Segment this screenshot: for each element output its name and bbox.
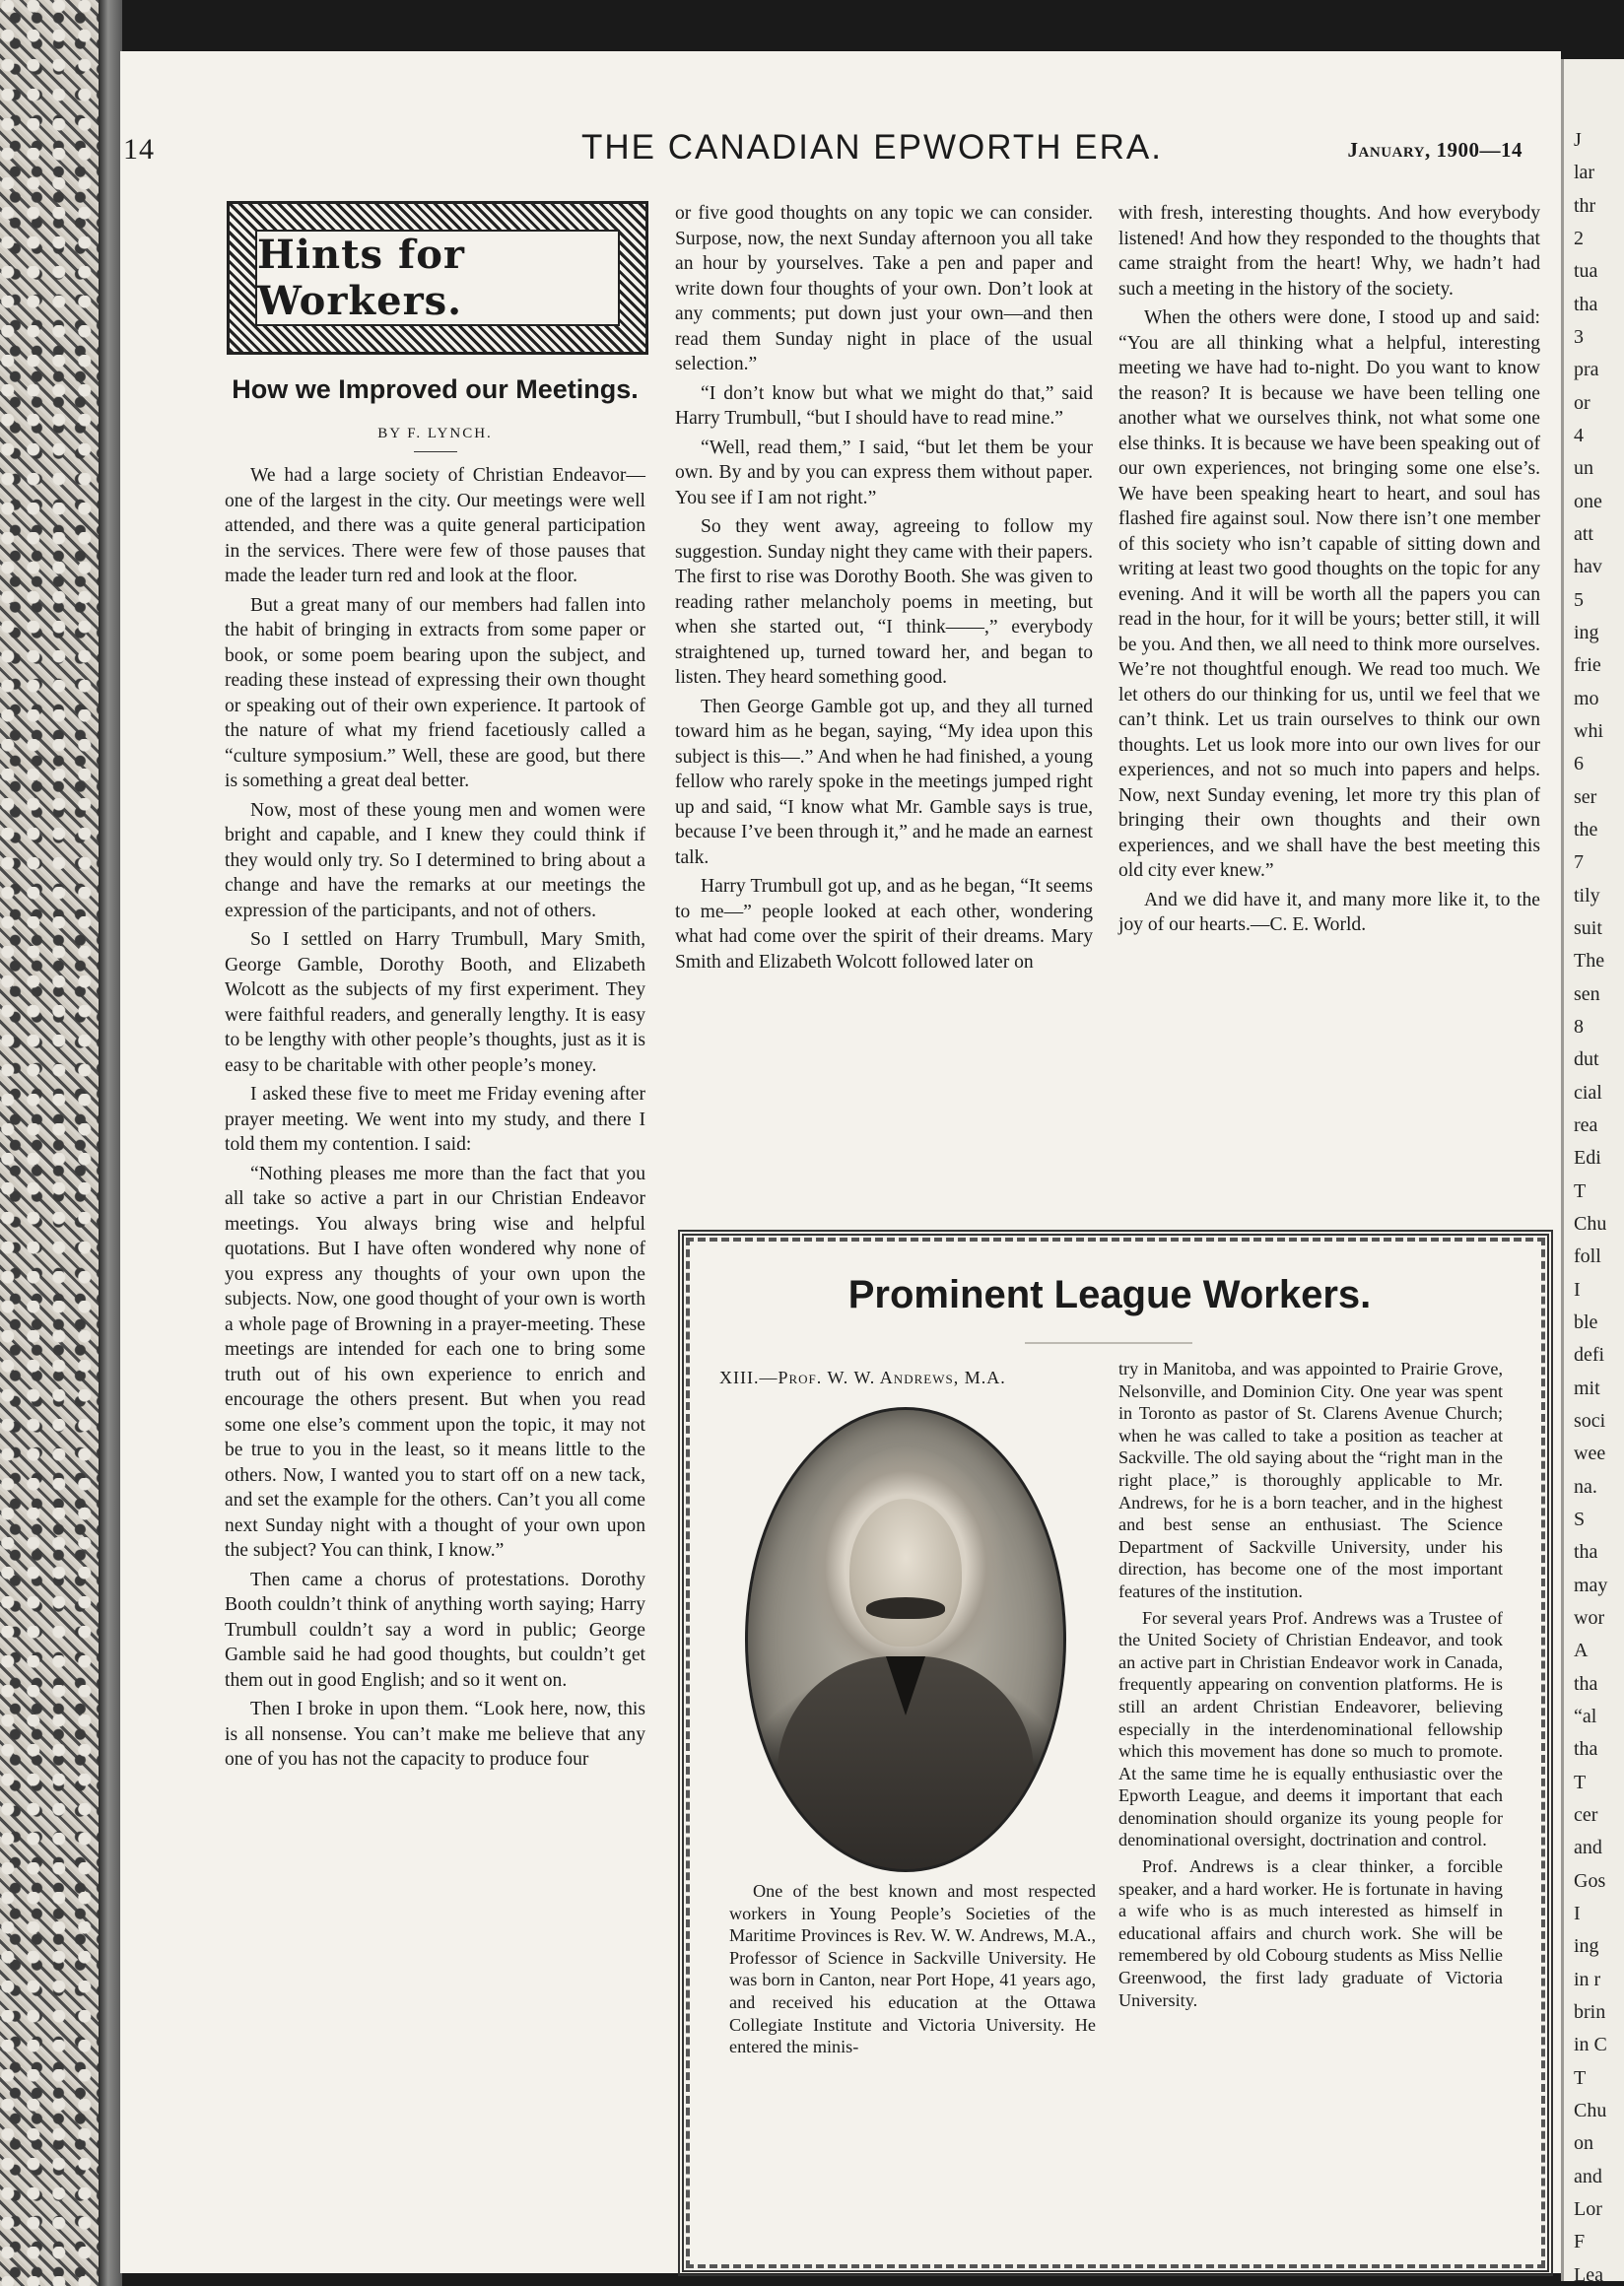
next-page-fragment: in r [1574,1968,1601,1990]
next-page-fragment: 7 [1574,851,1584,874]
next-page-fragment: J [1574,129,1582,151]
next-page-fragment: Edi [1574,1147,1601,1170]
next-page-fragment: whi [1574,720,1603,742]
next-page-fragment: A [1574,1640,1589,1662]
article-byline: BY F. LYNCH. [377,426,493,441]
next-page-fragment: Gos [1574,1869,1606,1892]
next-page-fragment: ser [1574,785,1597,808]
portrait-moustache [866,1597,945,1619]
next-page-fragment: and [1574,2165,1602,2187]
next-page-fragment: Lor [1574,2198,1602,2220]
portrait-face [849,1499,962,1647]
next-page-fragment: tha [1574,1672,1598,1695]
next-page-fragment: lar [1574,162,1595,184]
next-page-fragment: Chu [1574,2100,1607,2121]
next-page-fragment: att [1574,523,1593,545]
adjacent-page-edge [1561,59,1624,2281]
next-page-fragment: T [1574,2066,1587,2089]
paragraph: Then George Gamble got up, and they all turned toward him as he began, saying, “My idea upon this subject is this—.” And when he had finished, a young fellow who rarely spoke in the meetings jumped right up and said, “I know what Mr. Gamble says is true, because I’ve been through it,” and he made an earnest talk. [675,696,1093,868]
next-page-fragment: and [1574,1837,1602,1859]
article-column-2 [675,201,1093,975]
next-page-fragment: 6 [1574,753,1584,775]
page-number: 14 [123,133,155,166]
hints-banner [227,201,648,355]
next-page-fragment: one [1574,490,1602,512]
next-page-fragment: 3 [1574,326,1584,348]
paragraph: try in Manitoba, and was appointed to Prairie Grove, Nelsonville, and Dominion City. One year was spent in Toronto as pastor of St. Clarens Avenue Church; when he was called to take a position as teacher at Sackville. The old saying about the “right man in the right place,” is thoroughly applicable to Mr. Andrews, for he is a born teacher, and in the highest and best sense an enthusiast. The Science Department of Sackville University, under his direction, has become one of the most important features of the institution. [1118,1359,1503,1601]
paragraph: Then I broke in upon them. “Look here, now, this is all nonsense. You can’t make me believe that any one of you has not the capacity to produce four [225,1699,645,1770]
next-page-fragment: 5 [1574,588,1584,611]
next-page-fragment: 8 [1574,1016,1584,1038]
paragraph: And we did have it, and many more like it, to the joy of our hearts.—C. E. World. [1118,889,1540,935]
next-page-fragment: wor [1574,1607,1605,1629]
next-page-fragment: F [1574,2231,1586,2253]
title-rule [1025,1342,1192,1344]
paragraph: So they went away, agreeing to follow my suggestion. Sunday night they came with their papers. The first to rise was Dorothy Booth. She was given to reading rather melancholy poems in meeting, but when she started out, “I think——,” everybody straightened up, turned toward her, and began to listen. They heard something good. [675,516,1093,688]
next-page-fragment: T [1574,1179,1587,1202]
next-page-fragment: mit [1574,1377,1600,1399]
article-title: How we Improved our Meetings. [232,374,639,404]
paragraph: with fresh, interesting thoughts. And how everybody listened! And how they responded to the thoughts that came straight from the heart! Why, we hadn’t had such a meeting in the history of the society. [1118,203,1540,300]
next-page-fragment: 2 [1574,228,1584,249]
prominent-right-text [1118,1358,1503,2011]
next-page-fragment: rea [1574,1114,1598,1136]
next-page-fragment: “al [1574,1706,1597,1727]
next-page-fragment: brin [1574,2001,1606,2023]
paragraph: “I don’t know but what we might do that,” said Harry Trumbull, “but I should have to read mine.” [675,382,1093,429]
paragraph: We had a large society of Christian Endeavor—one of the largest in the city. Our meetings were well attended, and there was a quite general participation in the services. There were few of those pauses that made the leader turn red and look at the floor. [225,465,645,586]
paragraph: Now, most of these young men and women were bright and capable, and I knew they could think if they would only try. So I determined to bring about a change and have the remarks at our meetings the expression of the participants, and not of others. [225,799,645,921]
next-page-fragment: S [1574,1509,1586,1530]
next-page-fragment: tua [1574,260,1598,283]
next-page-fragment: Lea [1574,2263,1603,2281]
binding-edge [99,0,122,2286]
next-page-fragment: cer [1574,1804,1598,1826]
next-page-fragment: ble [1574,1311,1598,1333]
paragraph: Harry Trumbull got up, and as he began, “It seems to me—” people looked at each other, wondering what had come over the spirit of their dreams. Mary Smith and Elizabeth Wolcott followed later on [675,876,1093,973]
next-page-fragment: may [1574,1574,1608,1596]
next-page-fragment: soci [1574,1410,1606,1432]
next-page-fragment: ing [1574,622,1599,643]
paragraph: Then came a chorus of protestations. Dorothy Booth couldn’t think of anything worth saying; Harry Trumbull couldn’t say a word in public; George Gamble said he had good thoughts, but couldn’t get them out in good English; and so it went on. [225,1569,645,1691]
next-page-fragment: suit [1574,917,1602,939]
next-page-fragment: mo [1574,687,1599,709]
hints-banner-title: Hints for Workers. [257,232,465,324]
decorative-binding [0,0,106,2286]
next-page-fragment: pra [1574,359,1599,381]
paragraph: or five good thoughts on any topic we can consider. Surpose, now, the next Sunday afternoon you all take an hour by yourselves. Take a pen and paper and write down four thoughts of your own. Don’t look at any comments; put down just your own—and then read them Sunday night in place of the usual selection.” [675,203,1093,374]
next-page-fragment: I [1574,1278,1581,1301]
next-page-fragment: foll [1574,1245,1601,1268]
paragraph: When the others were done, I stood up and said: “You are all thinking what a helpful, interesting meeting we have had to-night. Do you want to know the reason? It is because we have been telling one another what we ourselves think, not what some one else thinks. It is because we have been speaking out of our own experiences, not bringing some one else’s. We have been speaking heart to heart, and soul has flashed fire against soul. Now there isn’t one member of this society who isn’t capable of sitting down and writing at least two good thoughts on the topic for any evening. And it will be worth all the papers you can read in the hour, for it will be yours; better still, it will be you. And then, we all need to think more ourselves. We’re not thoughtful enough. We read too much. We let others do our thinking for us, until we feel that we can’t think. Let us train ourselves to think our own thoughts. Let us look more into our own lives for our experiences, and not so much into papers and helps. Now, next Sunday evening, let more try this plan of bringing their own thoughts and their own experiences, and we shall have the best meeting this old city ever knew.” [1118,307,1540,881]
byline-rule [414,451,457,452]
hints-banner-inner [255,230,620,326]
next-page-fragment: wee [1574,1443,1606,1465]
next-page-fragment: the [1574,819,1598,840]
next-page-fragment: defi [1574,1344,1605,1367]
article-column-1 [225,463,645,1773]
portrait-photo-icon [745,1407,1066,1872]
paragraph: “Nothing pleases me more than the fact that you all take so active a part in our Christian Endeavor meetings. You always bring wise and helpful quotations. But I have often wondered why none of you express any thoughts of your own upon the subjects. Now, one good thought of your own is worth a whole page of Browning in a prayer-meeting. These meetings are intended for each one to bring some truth out of his own experience to enrich and encourage the others present. But when you read some one else’s comment upon the topic, it may not be true to you in the least, so it means little to the others. Now, I wanted you to start off on a new tack, and set the example for the others. Can’t you all come next Sunday night with a thought of your own upon the subject? You can think, I know.” [225,1163,645,1561]
paragraph: “Well, read them,” I said, “but let them be your own. By and by you can express them without paper. You see if I am not right.” [675,437,1093,508]
masthead: THE CANADIAN EPWORTH ERA. [581,128,1163,167]
paragraph: I asked these five to meet me Friday evening after prayer meeting. We went into my study, and there I told them my contention. I said: [225,1084,645,1155]
next-page-fragment: cial [1574,1081,1602,1104]
paragraph: So I settled on Harry Trumbull, Mary Smith, George Gamble, Dorothy Booth, and Elizabeth Wolcott as the subjects of my first experiment. They were faithful readers, and generally lengthy. It is easy to be lengthy with other people’s thoughts, just as it is easy to be charitable with other people’s money. [225,929,645,1076]
next-page-fragment: tha [1574,1738,1598,1761]
paragraph: One of the best known and most respected workers in Young People’s Societies of the Maritime Provinces is Rev. W. W. Andrews, M.A., Professor of Science in Sackville University. He was born in Canton, near Port Hope, 41 years ago, and received his education at the Ottawa Collegiate Institute and Victoria University. He entered the minis- [729,1881,1096,2057]
next-page-fragment: or [1574,391,1590,414]
next-page-fragment: dut [1574,1048,1599,1071]
next-page-fragment: T [1574,1771,1587,1793]
next-page-fragment: thr [1574,194,1596,217]
next-page-fragment: frie [1574,654,1601,677]
next-page-fragment: tily [1574,884,1600,907]
next-page-fragment: The [1574,950,1605,973]
next-page-fragment: in C [1574,2034,1607,2056]
next-page-fragment: sen [1574,982,1600,1005]
next-page-fragment: I [1574,1903,1581,1924]
next-page-fragment: un [1574,457,1593,480]
next-page-fragment: hav [1574,556,1602,578]
dateline: January, 1900—14 [1347,138,1522,162]
paragraph: Prof. Andrews is a clear thinker, a forcible speaker, and a hard worker. He is fortunate in having a wife who is as much interested as himself in educational affairs and church work. She will be remembered by old Cobourg students as Miss Nellie Greenwood, the first lady graduate of Victoria University. [1118,1856,1503,2010]
next-page-fragment: tha [1574,1541,1598,1564]
prominent-workers-subtitle: XIII.—Prof. W. W. Andrews, M.A. [719,1368,1006,1387]
next-page-fragment: ing [1574,1935,1599,1958]
next-page-fragment: na. [1574,1475,1597,1498]
prominent-workers-title: Prominent League Workers. [847,1273,1372,1316]
paragraph: For several years Prof. Andrews was a Trustee of the United Society of Christian Endeavor, and took an active part in Christian Endeavor work in Canada, frequently appearing on convention platforms. He is still an ardent Christian Endeavorer, believing especially in the interdenominational fellowship which this movement has done so much to promote. At the same time he is equally enthusiastic over the Epworth League, and deems it important that each denomination should organize its young people for denominational oversight, doctrination and control. [1118,1607,1503,1850]
paragraph: But a great many of our members had fallen into the habit of bringing in extracts from some paper or book, or some poem bearing upon the subject, and reading these instead of expressing their own thought or speaking out of their own experience. It partook of the nature of what my friend facetiously called a “culture symposium.” Well, these are good, but there is something a great deal better. [225,594,645,791]
next-page-fragment: Chu [1574,1213,1607,1235]
next-page-fragment: on [1574,2132,1593,2155]
next-page-fragment: 4 [1574,425,1584,446]
article-column-3 [1118,201,1540,938]
next-page-fragment: tha [1574,293,1598,315]
prominent-left-text [729,1880,1096,2058]
